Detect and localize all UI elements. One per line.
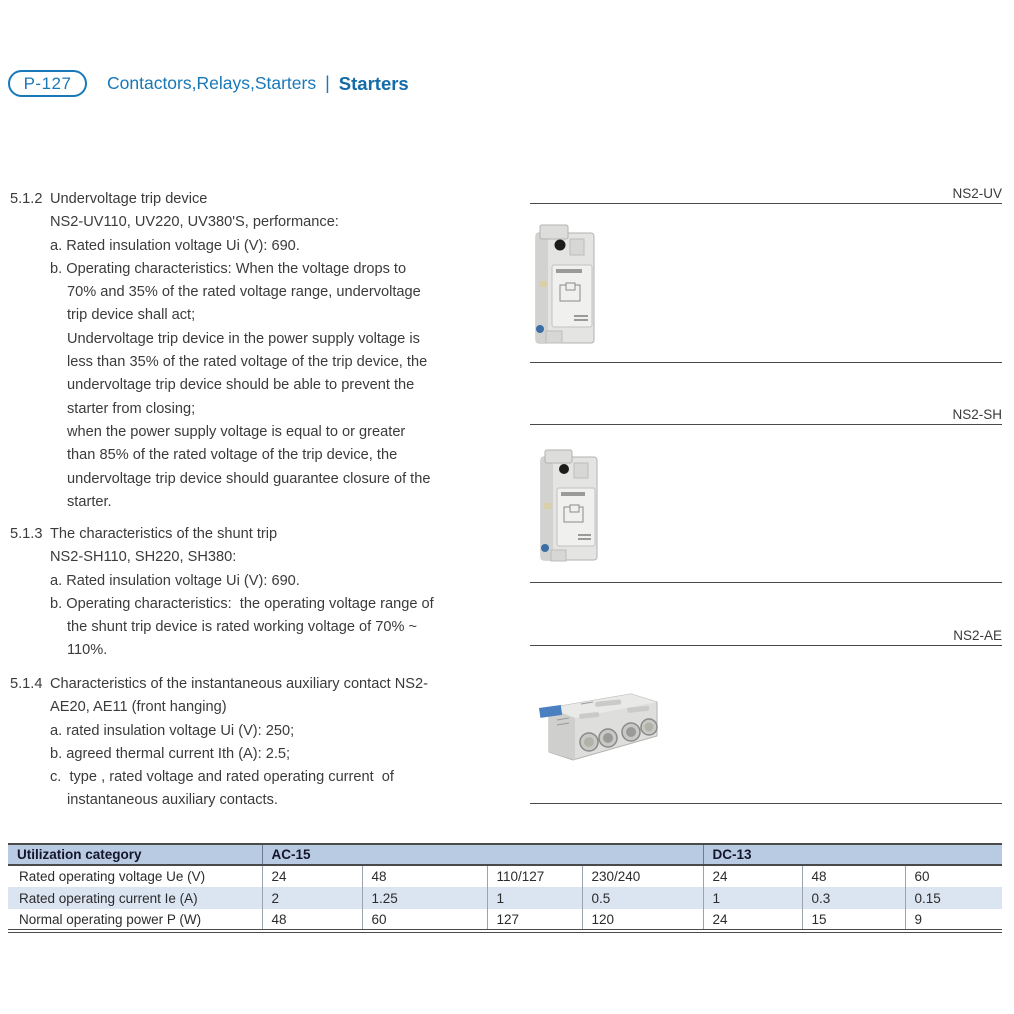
section-heading (10, 188, 542, 211)
page-number-badge: P-127 (8, 70, 87, 97)
text-line: Undervoltage trip device in the power supply voltage is (67, 330, 420, 347)
text-line: c. type , rated voltage and rated operating current of (50, 769, 394, 786)
divider (530, 582, 1002, 583)
table-cell: 48 (802, 865, 905, 887)
table-cell: 230/240 (582, 865, 703, 887)
table-cell: 1 (703, 887, 802, 909)
section-number: 5.1.2 (10, 191, 43, 207)
text-line: when the power supply voltage is equal to or greater (67, 423, 406, 440)
table-cell: 127 (487, 909, 582, 931)
text-line: a. Rated insulation voltage Ui (V): 690. (50, 572, 300, 589)
section-number: 5.1.4 (10, 676, 43, 692)
text-line: AE20, AE11 (front hanging) (50, 699, 227, 716)
divider (530, 645, 1002, 646)
divider (530, 203, 1002, 204)
table-cell: 48 (262, 909, 362, 931)
text-line: undervoltage trip device should guarantee closure of the (67, 470, 431, 487)
table-cell: 2 (262, 887, 362, 909)
breadcrumb-separator: | (325, 73, 330, 93)
text-line: 110%. (67, 642, 108, 659)
row-label-cell: Normal operating power P (W) (19, 911, 202, 927)
table-cell: 0.15 (905, 887, 1002, 909)
page-title: Starters (338, 72, 409, 94)
table-cell: 9 (905, 909, 1002, 931)
table-row (8, 887, 1002, 909)
text-line: than 85% of the rated voltage of the trip device, the (67, 447, 398, 464)
section-heading (10, 673, 542, 696)
text-line: undervoltage trip device should be able to prevent the (67, 377, 415, 394)
text-line: b. Operating characteristics: the operating voltage range of (50, 595, 434, 612)
row-label-cell: Rated operating voltage Ue (V) (19, 869, 206, 884)
product-label-ns2-sh: NS2-SH (952, 407, 1002, 422)
section-5-1-3 (10, 523, 542, 663)
text-line: b. agreed thermal current Ith (A): 2.5; (50, 745, 291, 762)
table-cell: 1.25 (362, 887, 487, 909)
table-header-cell-ac15: AC-15 (262, 844, 703, 865)
divider (530, 424, 1002, 425)
table-header-cell-dc13: DC-13 (703, 844, 1002, 865)
table-cell: 1 (487, 887, 582, 909)
text-line: trip device shall act; (67, 307, 196, 324)
table-cell: 60 (905, 865, 1002, 887)
row-label-cell: Rated operating current Ie (A) (8, 887, 262, 909)
section-5-1-4 (10, 673, 542, 813)
product-label-ns2-ae: NS2-AE (953, 628, 1002, 643)
text-line: a. Rated insulation voltage Ui (V): 690. (50, 237, 300, 254)
text-line: NS2-SH110, SH220, SH380: (50, 549, 237, 566)
text-line: b. Operating characteristics: When the voltage drops to (50, 260, 407, 277)
table-cell: 60 (362, 909, 487, 931)
text-line: the shunt trip device is rated working voltage of 70% ~ (67, 619, 418, 636)
section-title: The characteristics of the shunt trip (50, 526, 278, 542)
text-line: 70% and 35% of the rated voltage range, undervoltage (67, 284, 421, 301)
table-cell: 0.3 (802, 887, 905, 909)
text-line: a. rated insulation voltage Ui (V): 250; (50, 722, 295, 739)
table-cell: 48 (362, 865, 487, 887)
text-line: instantaneous auxiliary contacts. (67, 792, 278, 809)
table-cell: 24 (703, 909, 802, 931)
ns2-sh-product-image (536, 448, 606, 564)
table-header-cell: Utilization category (8, 844, 262, 865)
table-cell: 24 (703, 865, 802, 887)
divider (530, 362, 1002, 363)
text-line: NS2-UV110, UV220, UV380'S, performance: (50, 214, 339, 231)
table-row (8, 865, 1002, 887)
section-heading (10, 523, 542, 546)
table-row (8, 909, 1002, 931)
ns2-ae-product-image (535, 690, 663, 764)
table-cell: 110/127 (487, 865, 582, 887)
text-line: less than 35% of the rated voltage of the trip device, the (67, 354, 428, 371)
ns2-uv-product-image (530, 223, 603, 347)
text-line: starter. (67, 493, 112, 510)
table-header-row (8, 844, 1002, 865)
table-cell: 15 (802, 909, 905, 931)
product-label-ns2-uv: NS2-UV (952, 186, 1002, 201)
section-title: Characteristics of the instantaneous auxiliary contact NS2- (50, 676, 428, 692)
page-header (8, 70, 409, 97)
table-cell: 120 (582, 909, 703, 931)
utilization-category-table (8, 843, 1002, 933)
table-cell: 0.5 (582, 887, 703, 909)
breadcrumb: Contactors,Relays,Starters (107, 73, 317, 93)
section-5-1-2 (10, 188, 542, 514)
text-line: starter from closing; (67, 400, 196, 417)
section-title: Undervoltage trip device (50, 191, 208, 207)
table-cell: 24 (262, 865, 362, 887)
section-number: 5.1.3 (10, 526, 43, 542)
divider (530, 803, 1002, 804)
